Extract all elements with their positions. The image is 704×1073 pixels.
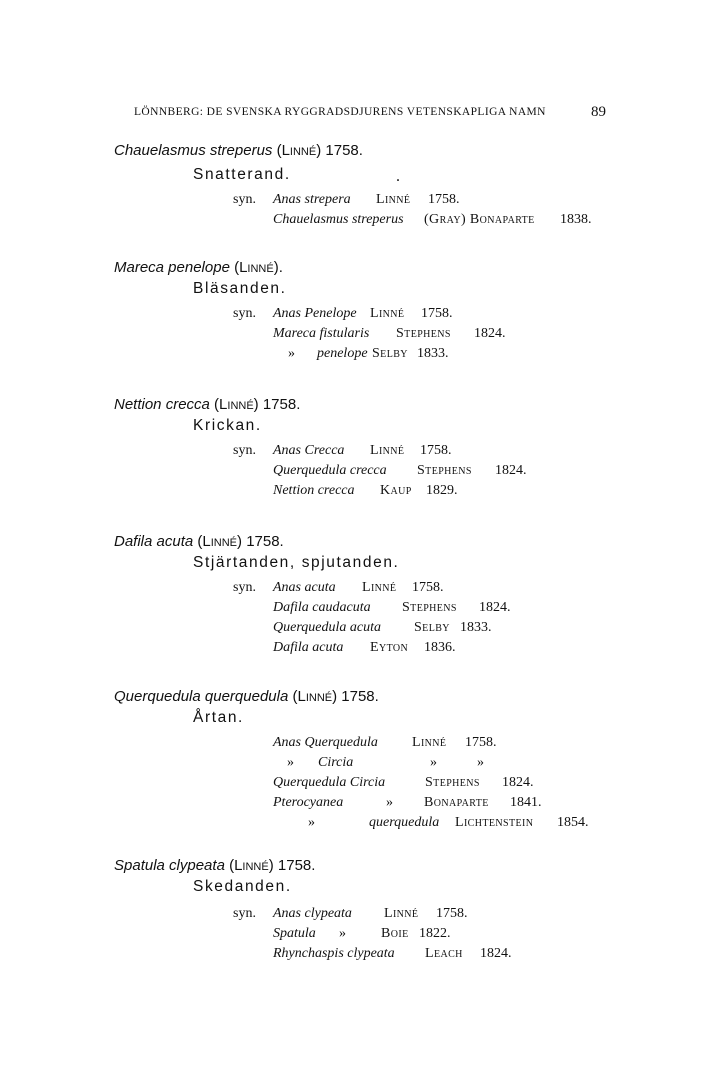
synonym-year: 1758. [436, 906, 468, 921]
synonym-row [0, 926, 704, 946]
synonym-year: 1824. [479, 600, 511, 615]
species-heading [114, 259, 283, 276]
synonym-name: Querquedula crecca [273, 463, 387, 478]
vernacular-name: Årtan. [193, 709, 244, 726]
synonym-year: 1758. [428, 192, 460, 207]
synonym-author: Stephens [402, 600, 457, 615]
species-author: (Linné) [276, 142, 322, 159]
species-year: 1758. [325, 142, 363, 159]
synonym-row [0, 463, 704, 483]
synonym-author: Selby [372, 346, 408, 361]
synonym-row [0, 906, 704, 926]
synonym-name: Anas Querquedula [273, 735, 378, 750]
synonym-year: 1854. [557, 815, 589, 830]
synonym-name: Querquedula Circia [273, 775, 386, 790]
species-year: 1758. [262, 396, 301, 413]
vernacular-name: Stjärtanden, spjutanden. [193, 554, 400, 571]
page-number: 89 [591, 104, 606, 120]
synonym-year: 1822. [419, 926, 451, 941]
ditto-mark: » [308, 815, 315, 830]
synonym-author: Lichtenstein [455, 815, 534, 830]
synonym-row [0, 775, 704, 795]
synonym-row [0, 735, 704, 755]
species-year: 1758. [341, 688, 379, 705]
synonym-year: 1833. [417, 346, 449, 361]
synonym-name: penelope [317, 346, 368, 361]
species-name: Nettion crecca [114, 396, 210, 413]
synonym-row [0, 580, 704, 600]
synonym-row [0, 600, 704, 620]
species-year: 1758. [246, 533, 284, 550]
synonym-row [0, 946, 704, 966]
synonym-name: Anas acuta [273, 580, 336, 595]
species-author: (Linné) [292, 688, 338, 705]
synonym-author: Boie [381, 926, 409, 941]
synonym-name: Nettion crecca [273, 483, 355, 498]
ditto-mark: » [339, 926, 346, 941]
vernacular-name: Krickan. [193, 417, 262, 434]
species-name: Spatula clypeata [114, 857, 225, 874]
synonym-author: Linné [362, 580, 397, 595]
synonym-year: 1824. [480, 946, 512, 961]
syn-label: syn. [233, 443, 256, 458]
synonym-name: Chauelasmus streperus [273, 212, 404, 227]
synonym-author: Stephens [396, 326, 451, 341]
species-heading [114, 857, 315, 874]
synonym-author: Linné [412, 735, 447, 750]
ditto-mark: » [288, 346, 295, 361]
synonym-year: 1758. [420, 443, 452, 458]
vernacular-name: Snatterand. [193, 166, 291, 183]
synonym-year: 1758. [421, 306, 453, 321]
synonym-name: Circia [318, 755, 354, 770]
species-author: (Linné). [234, 259, 283, 276]
synonym-name: Anas Crecca [273, 443, 345, 458]
synonym-name: Rhynchaspis clypeata [273, 946, 395, 961]
species-heading [114, 533, 284, 550]
synonym-name: Dafila acuta [273, 640, 344, 655]
species-author: (Linné) [197, 533, 243, 550]
synonym-author: Eyton [370, 640, 409, 655]
synonym-name: Pterocyanea [273, 795, 344, 810]
synonym-row [0, 483, 704, 503]
synonym-author: (Gray) Bonaparte [424, 212, 535, 227]
synonym-year: 1838. [560, 212, 592, 227]
synonym-name: Anas clypeata [273, 906, 352, 921]
synonym-name: Anas Penelope [273, 306, 357, 321]
species-name: Dafila acuta [114, 533, 194, 550]
synonym-author: Selby [414, 620, 450, 635]
synonym-row [0, 192, 704, 212]
running-head-title: LÖNNBERG: DE SVENSKA RYGGRADSDJURENS VETENSKAPLIGA NAMN [134, 106, 546, 118]
ditto-mark: » [430, 755, 437, 770]
synonym-row [0, 815, 704, 835]
synonym-row [0, 640, 704, 660]
synonym-name: querquedula [369, 815, 440, 830]
syn-label: syn. [233, 906, 256, 921]
synonym-year: 1824. [474, 326, 506, 341]
ditto-mark: » [287, 755, 294, 770]
synonym-author: Linné [370, 306, 405, 321]
synonym-year: 1824. [502, 775, 534, 790]
synonym-year: 1824. [495, 463, 527, 478]
synonym-year: 1833. [460, 620, 492, 635]
synonym-author: Stephens [425, 775, 480, 790]
syn-label: syn. [233, 192, 256, 207]
synonym-row [0, 443, 704, 463]
synonym-name: Dafila caudacuta [273, 600, 371, 615]
vernacular-name: Skedanden. [193, 878, 292, 895]
syn-label: syn. [233, 580, 256, 595]
synonym-author: Kaup [380, 483, 412, 498]
synonym-author: Linné [376, 192, 411, 207]
species-year: 1758. [277, 857, 316, 874]
synonym-row [0, 795, 704, 815]
ditto-mark: » [477, 755, 484, 770]
species-name: Mareca penelope [114, 259, 230, 276]
synonym-year: 1841. [510, 795, 542, 810]
synonym-year: 1829. [426, 483, 458, 498]
stray-mark: . [396, 168, 400, 185]
synonym-year: 1758. [412, 580, 444, 595]
synonym-year: 1758. [465, 735, 497, 750]
running-head [134, 106, 606, 118]
vernacular-name: Bläsanden. [193, 280, 287, 297]
synonym-name: Anas strepera [273, 192, 351, 207]
synonym-year: 1836. [424, 640, 456, 655]
synonym-row [0, 755, 704, 775]
synonym-author: Linné [370, 443, 405, 458]
synonym-row [0, 326, 704, 346]
synonym-row [0, 212, 704, 232]
species-name: Querquedula querquedula [114, 688, 289, 705]
synonym-author: Bonaparte [424, 795, 489, 810]
synonym-author: Linné [384, 906, 419, 921]
species-heading [114, 142, 363, 159]
synonym-row [0, 306, 704, 326]
ditto-mark: » [386, 795, 393, 810]
synonym-row [0, 346, 704, 366]
species-name: Chauelasmus streperus [114, 142, 273, 159]
synonym-author: Stephens [417, 463, 472, 478]
species-heading [114, 396, 300, 413]
synonym-name: Mareca fistularis [273, 326, 370, 341]
synonym-author: Leach [425, 946, 463, 961]
synonym-row [0, 620, 704, 640]
species-author: (Linné) [214, 396, 259, 413]
synonym-name: Querquedula acuta [273, 620, 381, 635]
syn-label: syn. [233, 306, 256, 321]
species-author: (Linné) [229, 857, 274, 874]
synonym-name: Spatula [273, 926, 316, 941]
species-heading [114, 688, 379, 705]
